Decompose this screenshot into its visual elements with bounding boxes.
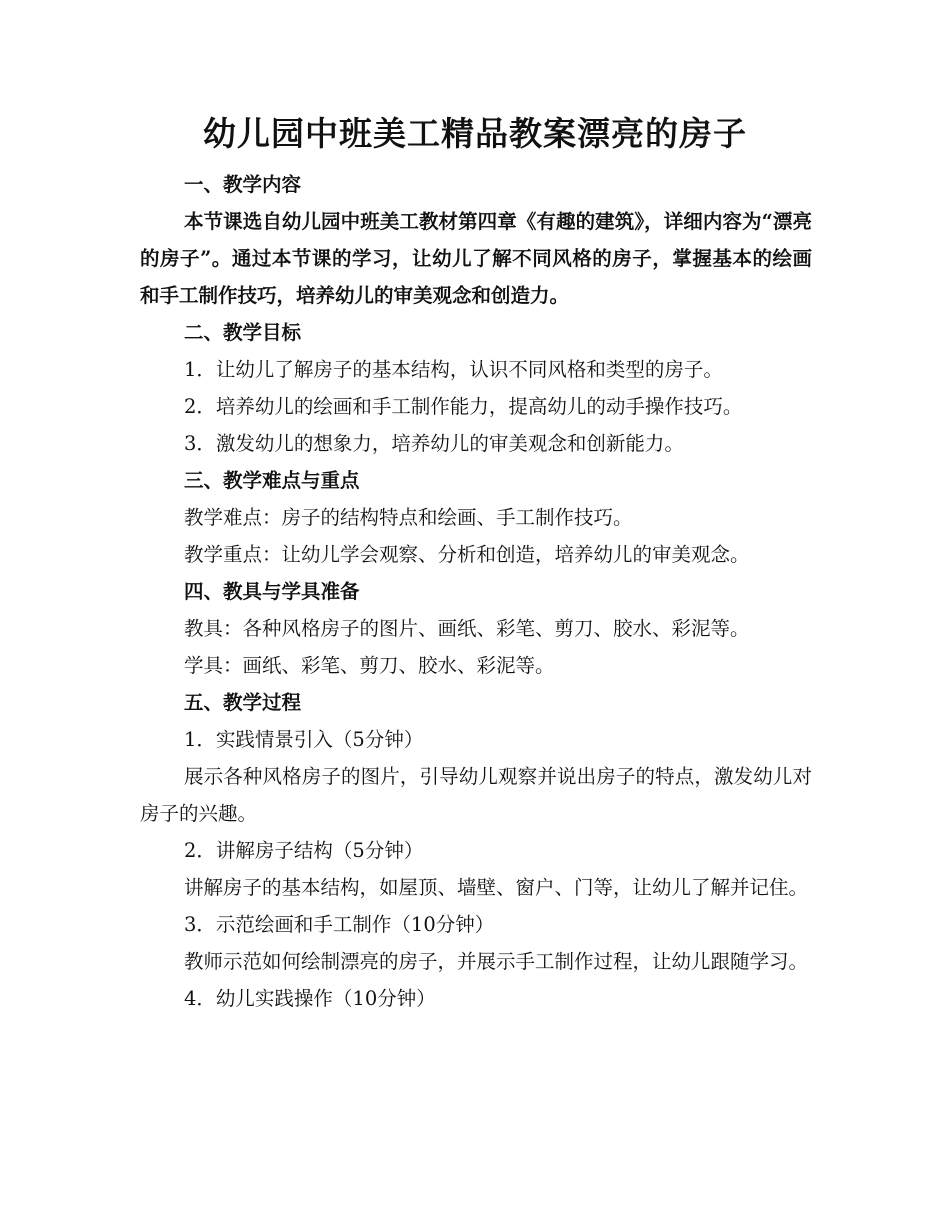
goal-item-2: 2．培养幼儿的绘画和手工制作能力，提高幼儿的动手操作技巧。 xyxy=(184,395,743,418)
difficulty-item: 教学难点：房子的结构特点和绘画、手工制作技巧。 xyxy=(184,506,633,529)
document-body xyxy=(140,166,812,1017)
process-step-3: 3．示范绘画和手工制作（10分钟） xyxy=(184,913,495,936)
process-step-2: 2．讲解房子结构（5分钟） xyxy=(184,839,424,862)
process-step-2-detail: 讲解房子的基本结构，如屋顶、墙壁、窗户、门等，让幼儿了解并记住。 xyxy=(184,876,809,899)
section-heading-materials: 四、教具与学具准备 xyxy=(184,580,360,603)
key-point-item: 教学重点：让幼儿学会观察、分析和创造，培养幼儿的审美观念。 xyxy=(184,543,750,566)
goal-item-3: 3．激发幼儿的想象力，培养幼儿的审美观念和创新能力。 xyxy=(184,432,684,455)
document-title: 幼儿园中班美工精品教案漂亮的房子 xyxy=(203,114,747,153)
section-heading-content: 一、教学内容 xyxy=(184,173,302,196)
content-paragraph: 本节课选自幼儿园中班美工教材第四章《有趣的建筑》，详细内容为“漂亮的房子”。通过本节课的学习，让幼儿了解不同风格的房子，掌握基本的绘画和手工制作技巧，培养幼儿的审美观念和创造力。 xyxy=(140,210,812,307)
section-heading-difficulties: 三、教学难点与重点 xyxy=(184,469,360,492)
section-heading-process: 五、教学过程 xyxy=(184,691,302,714)
teacher-materials-item: 教具：各种风格房子的图片、画纸、彩笔、剪刀、胶水、彩泥等。 xyxy=(184,617,750,640)
goal-item-1: 1．让幼儿了解房子的基本结构，认识不同风格和类型的房子。 xyxy=(184,358,723,381)
process-step-1: 1．实践情景引入（5分钟） xyxy=(184,728,424,751)
section-heading-goals: 二、教学目标 xyxy=(184,321,302,344)
process-step-1-detail: 展示各种风格房子的图片，引导幼儿观察并说出房子的特点，激发幼儿对房子的兴趣。 xyxy=(140,765,812,825)
process-step-3-detail: 教师示范如何绘制漂亮的房子，并展示手工制作过程，让幼儿跟随学习。 xyxy=(184,950,809,973)
process-step-4: 4．幼儿实践操作（10分钟） xyxy=(184,987,436,1010)
student-materials-item: 学具：画纸、彩笔、剪刀、胶水、彩泥等。 xyxy=(184,654,555,677)
